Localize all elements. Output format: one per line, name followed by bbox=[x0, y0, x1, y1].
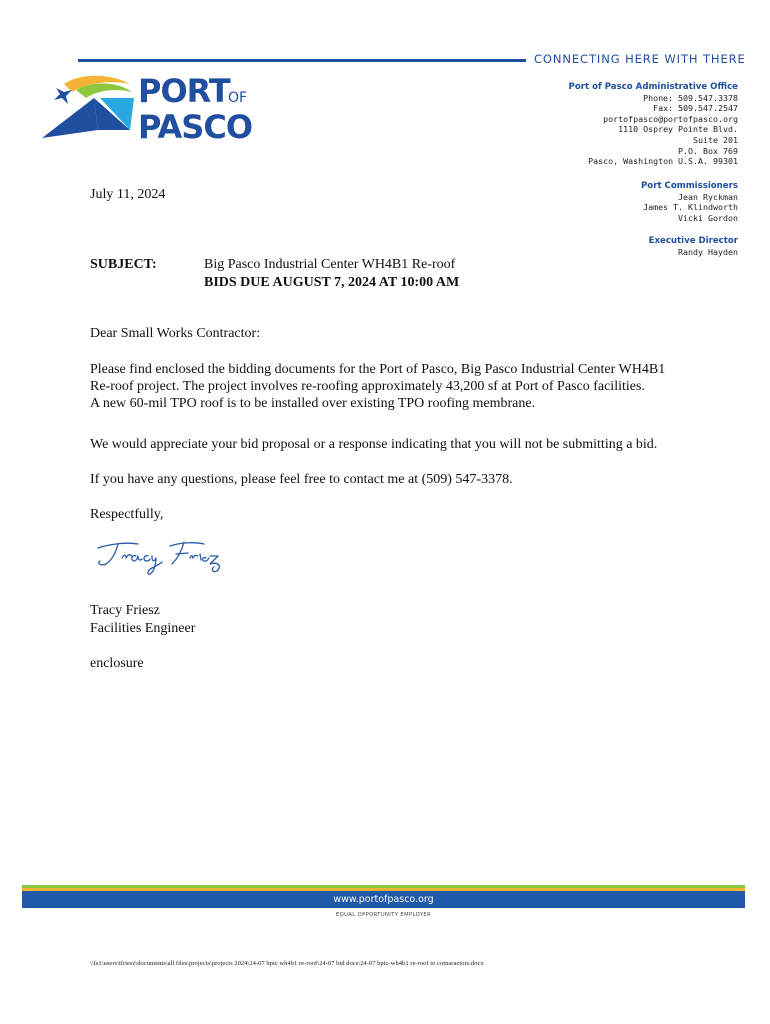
commissioners-heading: Port Commissioners bbox=[641, 181, 738, 191]
commissioner-name: Jean Ryckman bbox=[678, 191, 738, 202]
admin-office-fax: Fax: 509.547.2547 bbox=[653, 103, 738, 114]
paragraph-contact: If you have any questions, please feel free to contact me at (509) 547-3378. bbox=[90, 472, 513, 487]
signer-name: Tracy Friesz bbox=[90, 603, 160, 618]
document-file-path: \\fs1\users\tfriesz\documents\all files\projects\projects 2024\24-07 bpic wh4b1 re-roof\24-07 bid docs\24-07 bpic-wh4b1 re-roof to cotnaractors.docx bbox=[90, 960, 484, 967]
subject-label: SUBJECT: bbox=[90, 257, 157, 272]
logo-word-pasco: PASCO bbox=[138, 108, 253, 144]
admin-office-email: portofpasco@portofpasco.org bbox=[603, 113, 738, 124]
admin-office-city: Pasco, Washington U.S.A. 99301 bbox=[588, 156, 738, 167]
executive-director-heading: Executive Director bbox=[648, 236, 738, 246]
subject-title: Big Pasco Industrial Center WH4B1 Re-roof bbox=[204, 257, 456, 272]
executive-director-block bbox=[649, 236, 738, 257]
admin-office-street: 1110 Osprey Pointe Blvd. bbox=[618, 124, 738, 135]
enclosure-note: enclosure bbox=[90, 656, 144, 671]
subject-bid-due: BIDS DUE AUGUST 7, 2024 AT 10:00 AM bbox=[204, 275, 460, 290]
footer-eeo-statement: EQUAL OPPORTUNITY EMPLOYER bbox=[335, 912, 432, 918]
signer-title: Facilities Engineer bbox=[90, 621, 196, 636]
paragraph-line: A new 60-mil TPO roof is to be installed over existing TPO roofing membrane. bbox=[90, 396, 536, 411]
port-of-pasco-logo bbox=[42, 68, 272, 144]
admin-office-phone: Phone: 509.547.3378 bbox=[643, 92, 738, 103]
paragraph-line: Please find enclosed the bidding documents for the Port of Pasco, Big Pasco Industrial Center WH4B1 bbox=[90, 362, 666, 377]
footer-website-url: www.portofpasco.org bbox=[333, 894, 434, 905]
closing: Respectfully, bbox=[90, 507, 164, 522]
handwritten-signature bbox=[92, 534, 227, 578]
admin-office-heading: Port of Pasco Administrative Office bbox=[568, 82, 738, 92]
paragraph-project-description bbox=[90, 361, 665, 412]
header-tagline: CONNECTING HERE WITH THERE bbox=[534, 52, 746, 66]
letter-date: July 11, 2024 bbox=[90, 187, 166, 202]
admin-office-suite: Suite 201 bbox=[693, 134, 738, 145]
paragraph-line: Re-roof project. The project involves re-roofing approximately 43,200 sf at Port of Pasco facilities. bbox=[90, 379, 645, 394]
logo-word-port: PORT bbox=[138, 72, 230, 110]
salutation: Dear Small Works Contractor: bbox=[90, 326, 261, 341]
paragraph-bid-request: We would appreciate your bid proposal or a response indicating that you will not be submitting a bid. bbox=[90, 437, 658, 452]
logo-plane-icon bbox=[54, 88, 72, 104]
admin-office-block bbox=[569, 82, 738, 167]
logo-word-of: OF bbox=[228, 90, 248, 106]
admin-office-po-box: P.O. Box 769 bbox=[678, 145, 738, 156]
executive-director-name: Randy Hayden bbox=[678, 246, 738, 257]
commissioner-name: James T. Klindworth bbox=[643, 202, 738, 213]
header-rule bbox=[78, 59, 526, 62]
logo-blue-triangle bbox=[42, 98, 98, 138]
commissioners-block bbox=[641, 181, 738, 223]
commissioner-name: Vicki Gordon bbox=[678, 212, 738, 223]
